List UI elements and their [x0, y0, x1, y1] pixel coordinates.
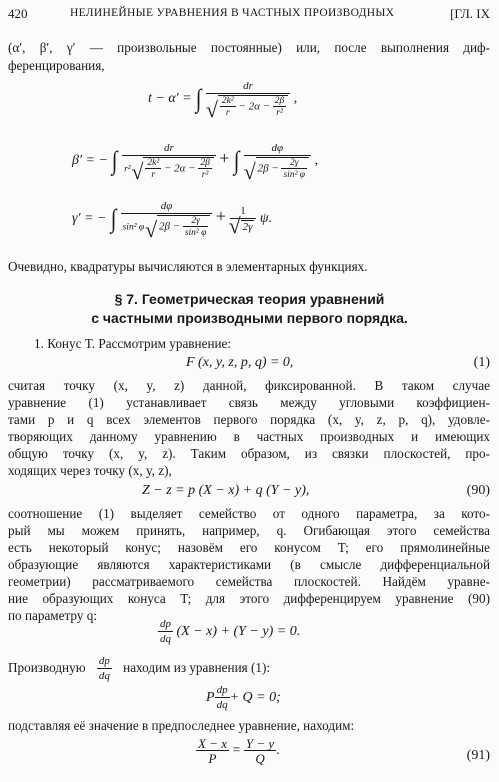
formula-beta-fraction-2	[244, 142, 311, 180]
frac-den: r²	[198, 168, 211, 180]
denominator	[121, 213, 213, 238]
formula-gamma-lhs: γ′ = −	[72, 211, 107, 227]
para3-line-7: по параметру q:	[8, 608, 97, 623]
sqrt-sign	[157, 215, 210, 238]
P-symbol: P	[206, 690, 215, 706]
frac-den: Q	[244, 750, 276, 765]
frac-2beta-r2	[198, 158, 211, 180]
para4-line	[8, 655, 270, 683]
formula-beta-lhs: β′ = −	[72, 153, 108, 169]
running-title: НЕЛИНЕЙНЫЕ УРАВНЕНИЯ В ЧАСТНЫХ ПРОИЗВОДНЫХ	[70, 7, 395, 19]
frac-2k2-r	[220, 96, 236, 118]
formula-t-lhs: t − α′ =	[148, 91, 196, 107]
equation-91-number: (91)	[466, 748, 490, 763]
frac-2gamma-sin	[281, 158, 307, 180]
subsection-lead: 1. Конус T. Рассмотрим уравнение:	[34, 336, 232, 351]
formula-gamma-fraction-2	[230, 205, 257, 234]
frac-num: dp	[216, 684, 228, 696]
formula-gamma-end: ψ.	[259, 211, 273, 227]
running-header	[8, 6, 490, 22]
para3-line-1: соотношение (1) выделяет семейство от одного параметра, за кото-	[8, 506, 490, 521]
numerator: 1	[240, 204, 246, 217]
integral-sign-2: ∫	[233, 146, 240, 175]
para3-line-2: рый мы можем принять, например, q. Огибающая этого семейства	[8, 523, 490, 538]
section-title-line-2: с частными производными первого порядка.	[91, 310, 408, 326]
integral-sign: ∫	[195, 84, 202, 113]
para4-post: находим из уравнения (1):	[123, 660, 271, 676]
frac-den: r	[145, 168, 161, 180]
minus-2alpha: − 2α −	[161, 162, 199, 175]
period: .	[276, 743, 280, 759]
r2-factor: r²	[124, 164, 131, 175]
para2-line-3: тами p и q всех элементов первого порядка (x, y, z, p, q), удовле-	[8, 412, 490, 427]
equals-sign: =	[232, 743, 241, 759]
equation-91	[196, 737, 280, 765]
formula-t-end: ,	[293, 91, 298, 107]
plus-sign: +	[219, 148, 230, 169]
formula-t-fraction	[206, 80, 290, 118]
para4-pre: Производную	[8, 660, 86, 676]
after-formulas-text: Очевидно, квадратуры вычисляются в элементарных функциях.	[8, 259, 368, 274]
frac-2k2-r	[145, 158, 161, 180]
para3-line-4: образующие являются характеристиками (в смысле дифференциальной	[8, 557, 490, 572]
two-beta: 2β −	[158, 220, 183, 233]
plus-sign: +	[215, 206, 227, 227]
frac-den: sin² φ	[283, 170, 306, 180]
frac-num: 2γ	[290, 158, 299, 168]
para2-line-6: ходящих через точку (x, y, z),	[8, 463, 172, 478]
equation-derivative	[158, 618, 300, 646]
numerator: dφ	[271, 142, 284, 154]
equation-P-Q	[206, 684, 281, 712]
frac-num: X − x	[198, 736, 227, 751]
equation-P-Q-rest: + Q = 0;	[229, 690, 281, 706]
frac-num: 2β	[274, 96, 285, 106]
equation-1-number: (1)	[473, 355, 490, 370]
frac-num: dp	[160, 618, 171, 630]
frac-num: 2γ	[191, 216, 200, 226]
sqrt-sign	[143, 157, 213, 180]
para3-line-5: геометрии) рассматриваемого семейства плоскостей. Найдём уравне-	[8, 574, 490, 589]
equation-90: Z − z = p (X − x) + q (Y − y),	[142, 483, 310, 498]
two-gamma: 2γ	[242, 220, 253, 233]
para5-line-1: подставляя её значение в предпоследнее уравнение, находим:	[8, 718, 355, 733]
formula-t-numerator: dr	[243, 80, 253, 92]
frac-den: r²	[273, 106, 286, 118]
integral-sign: ∫	[112, 146, 118, 175]
dp-dq-fraction	[158, 618, 173, 646]
frac-2gamma-sin	[183, 216, 209, 238]
para3-line-3: есть некоторый конус; назовём его конусом T; его прямолинейные	[8, 540, 490, 555]
denominator	[230, 218, 257, 234]
intro-line-1: (α′, β′, γ′ — произвольные постоянные) или, после выполнения диф-	[8, 40, 490, 55]
formula-gamma	[72, 200, 272, 238]
frac-num: √ 2k²	[221, 96, 234, 106]
para2-line-1: считая точку (x, y, z) данной, фиксированной. В таком случае	[8, 378, 490, 393]
formula-beta-fraction-1	[122, 142, 216, 180]
equation-derivative-rest: (X − x) + (Y − y) = 0.	[176, 624, 301, 640]
two-beta: 2β −	[257, 162, 282, 175]
numerator: dr	[164, 142, 174, 154]
intro-line-2: ференцирования,	[8, 58, 105, 73]
formula-beta-end: ,	[314, 153, 319, 169]
formula-t	[148, 80, 297, 118]
denominator	[122, 155, 216, 180]
fraction-Y-Q	[244, 737, 276, 765]
section-title-line-1: § 7. Геометрическая теория уравнений	[114, 291, 385, 307]
sin2-factor: sin² φ	[122, 222, 145, 233]
page-number: 420	[8, 6, 28, 21]
para2-line-4: творяющих данному уравнению в частных производных и имеющих	[8, 429, 490, 444]
sqrt-sign	[218, 95, 288, 118]
frac-num: 2β	[200, 158, 210, 168]
equation-90-number: (90)	[466, 483, 490, 498]
sqrt-sign	[241, 220, 255, 234]
equation-1: F (x, y, z, p, q) = 0,	[186, 355, 294, 370]
frac-den: dq	[216, 699, 228, 711]
frac-den: sin² φ	[184, 228, 207, 238]
minus-2alpha: − 2α −	[235, 100, 273, 113]
frac-num: dp	[98, 655, 110, 667]
para3-line-6: ние образующих конуса T; для этого дифференцируем уравнение (90)	[8, 591, 490, 606]
chapter-ref: [ГЛ. IX	[450, 6, 490, 21]
frac-num: Y − y	[245, 736, 275, 751]
dp-dq-inline	[97, 655, 112, 683]
formula-gamma-fraction-1	[121, 200, 213, 238]
formula-t-denominator	[206, 93, 290, 118]
frac-den: P	[196, 750, 229, 765]
integral-sign: ∫	[110, 204, 117, 233]
dp-dq-fraction	[215, 684, 230, 712]
frac-den: r	[220, 106, 236, 118]
frac-2beta-r2	[273, 96, 286, 118]
frac-den: dq	[98, 670, 110, 682]
frac-num: √ 2k²	[147, 158, 160, 168]
para2-line-5: общую точку (x, y, z). Таким образом, из связки плоскостей, про-	[8, 446, 490, 461]
formula-beta	[72, 142, 318, 180]
denominator	[244, 155, 311, 180]
numerator: dφ	[160, 200, 173, 212]
fraction-X-P	[196, 737, 229, 765]
para2-line-2: уравнение (1) устанавливает связь между угловыми коэффициен-	[8, 395, 490, 410]
frac-den: dq	[160, 633, 171, 645]
sqrt-sign	[256, 157, 309, 180]
